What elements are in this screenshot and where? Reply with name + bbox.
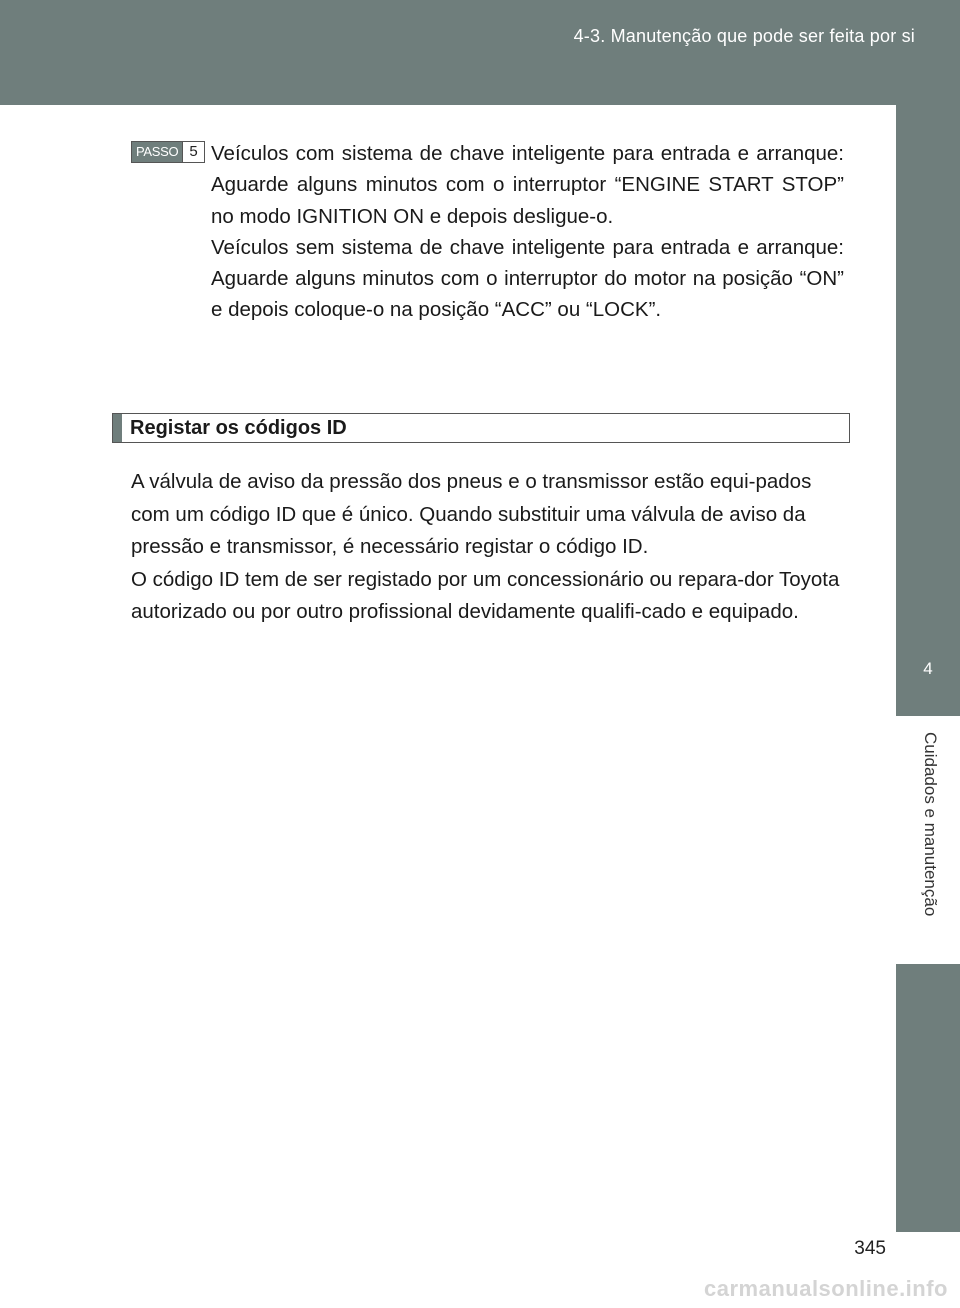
section-heading	[112, 413, 850, 443]
step-badge	[131, 141, 205, 163]
site-watermark: carmanualsonline.info	[704, 1276, 948, 1301]
step-number: 5	[182, 142, 203, 162]
section-accent-bar	[113, 414, 122, 442]
step-paragraph-no-smart-key: Veículos sem sistema de chave inteligente para entrada e arranque: Aguarde alguns minutos com o interruptor do motor na posição “ON” e depois coloque-o na posição “ACC” ou “LOCK”.	[211, 235, 844, 322]
step-instructions	[211, 138, 844, 326]
chapter-tab-label: Cuidados e manutenção	[921, 732, 940, 917]
section-body	[131, 466, 849, 629]
chapter-number-tab[interactable]: 4	[896, 621, 960, 716]
step-word: PASSO	[132, 142, 182, 162]
page-number: 345	[854, 1238, 886, 1259]
body-paragraph-registration: O código ID tem de ser registado por um concessionário ou repara-dor Toyota autorizado ou por outro profissional devidamente qualifi-cado e equipado.	[131, 567, 840, 624]
section-title: Registar os códigos ID	[130, 416, 347, 439]
step-paragraph-smart-key: Veículos com sistema de chave inteligente para entrada e arranque: Aguarde alguns minutos com o interruptor “ENGINE START STOP” no modo IGNITION ON e depois desligue-o.	[211, 142, 844, 228]
header-bar	[0, 0, 960, 105]
side-tab-upper	[896, 105, 960, 621]
body-paragraph-id-code: A válvula de aviso da pressão dos pneus e o transmissor estão equi-pados com um código ID que é único. Quando substituir uma válvula de aviso da pressão e transmissor, é necessário registar o código ID.	[131, 470, 812, 559]
chapter-title: 4-3. Manutenção que pode ser feita por si	[573, 26, 915, 46]
side-tab-lower	[896, 964, 960, 1232]
